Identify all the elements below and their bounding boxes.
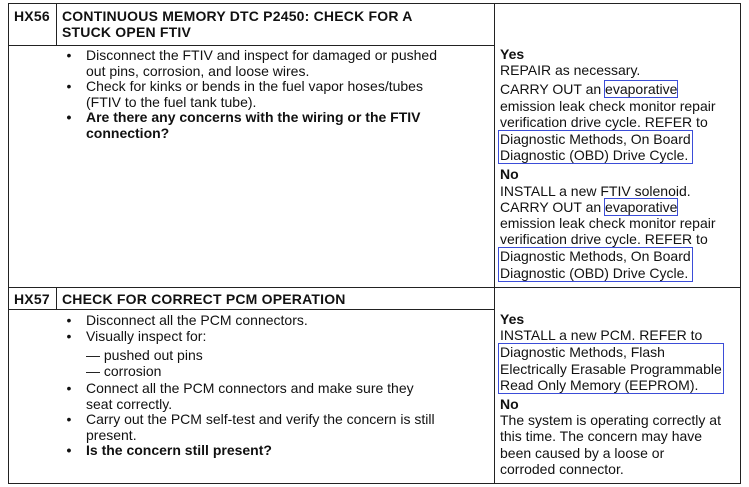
answer-text: verification drive cycle. REFER to bbox=[500, 113, 708, 130]
step-title: CHECK FOR CORRECT PCM OPERATION bbox=[62, 291, 346, 307]
action-text: Carry out the PCM self-test and verify the concern is still bbox=[86, 411, 435, 427]
inspection-item: — pushed out pins bbox=[86, 347, 203, 363]
column-divider bbox=[56, 287, 57, 309]
action-text: Disconnect the FTIV and inspect for damaged or pushed bbox=[86, 47, 437, 63]
obd-drive-cycle-link[interactable]: Diagnostic Methods, On Board Diagnostic (OBD) Drive Cycle. bbox=[500, 248, 691, 281]
answer-text: verification drive cycle. REFER to bbox=[500, 231, 708, 248]
bullet-icon: • bbox=[66, 312, 72, 328]
answer-yes-heading: Yes bbox=[500, 311, 525, 327]
action-text: Connect all the PCM connectors and make sure they bbox=[86, 380, 414, 396]
row-divider bbox=[8, 309, 495, 310]
step-title-line: STUCK OPEN FTIV bbox=[62, 24, 192, 40]
inspection-sublist bbox=[62, 348, 490, 379]
action-item bbox=[62, 48, 490, 79]
question-item bbox=[62, 110, 490, 141]
inspection-item: — corrosion bbox=[86, 362, 162, 379]
question-item bbox=[62, 443, 490, 459]
step-title bbox=[62, 8, 413, 40]
bullet-icon: • bbox=[66, 47, 72, 63]
bullet-icon: • bbox=[66, 411, 72, 427]
answer-yes-heading: Yes bbox=[500, 46, 525, 62]
question-text: Are there any concerns with the wiring or the FTIV bbox=[86, 109, 421, 125]
answer-text: this time. The concern may have bbox=[500, 428, 703, 445]
action-item bbox=[62, 412, 490, 443]
action-text: Check for kinks or bends in the fuel vapor hoses/tubes bbox=[86, 78, 423, 94]
column-divider bbox=[494, 3, 495, 484]
action-list bbox=[62, 313, 490, 459]
evaporative-link[interactable]: evaporative bbox=[605, 198, 678, 215]
step-title-line: CONTINUOUS MEMORY DTC P2450: CHECK FOR A bbox=[62, 8, 413, 24]
step-id: HX57 bbox=[14, 291, 50, 307]
answer-no-heading: No bbox=[500, 166, 519, 183]
answer-no-heading: No bbox=[500, 396, 519, 413]
bullet-icon: • bbox=[66, 327, 72, 344]
obd-drive-cycle-link[interactable]: Diagnostic Methods, On Board Diagnostic (OBD) Drive Cycle. bbox=[500, 131, 691, 164]
answer-text: The system is operating correctly at bbox=[500, 412, 721, 429]
eeprom-flash-link[interactable]: Diagnostic Methods, Flash Electrically Erasable Programmable Read Only Memory (EEPROM). bbox=[500, 344, 722, 393]
bullet-icon: • bbox=[66, 78, 72, 94]
answer-cell bbox=[500, 46, 738, 282]
row-divider bbox=[8, 287, 741, 288]
answer-text: CARRY OUT an evaporative bbox=[500, 81, 678, 98]
action-text: present. bbox=[86, 426, 137, 443]
action-item bbox=[62, 313, 490, 329]
action-item bbox=[62, 381, 490, 412]
bullet-icon: • bbox=[66, 380, 72, 396]
answer-text: INSTALL a new FTIV solenoid. bbox=[500, 182, 691, 199]
column-divider bbox=[56, 3, 57, 45]
action-text: Visually inspect for: bbox=[86, 327, 207, 344]
action-text: seat correctly. bbox=[86, 395, 173, 412]
answer-text: INSTALL a new PCM. REFER to bbox=[500, 327, 703, 344]
answer-text: corroded connector. bbox=[500, 460, 624, 477]
answer-text: REPAIR as necessary. bbox=[500, 62, 641, 79]
action-item bbox=[62, 329, 490, 345]
step-id: HX56 bbox=[14, 8, 50, 24]
bullet-icon: • bbox=[66, 442, 72, 458]
question-text: Is the concern still present? bbox=[86, 442, 272, 458]
bullet-icon: • bbox=[66, 109, 72, 125]
action-text: (FTIV to the fuel tank tube). bbox=[86, 93, 257, 110]
answer-text: been caused by a loose or bbox=[500, 444, 665, 461]
action-text: Disconnect all the PCM connectors. bbox=[86, 312, 308, 328]
action-text: out pins, corrosion, and loose wires. bbox=[86, 62, 310, 79]
answer-text: emission leak check monitor repair bbox=[500, 97, 716, 114]
action-item bbox=[62, 79, 490, 110]
evaporative-link[interactable]: evaporative bbox=[605, 81, 678, 98]
action-list bbox=[62, 48, 490, 141]
answer-text: CARRY OUT an evaporative bbox=[500, 198, 678, 215]
question-text: connection? bbox=[86, 124, 170, 141]
answer-cell bbox=[500, 311, 738, 477]
answer-text: emission leak check monitor repair bbox=[500, 215, 716, 232]
row-divider bbox=[8, 45, 495, 46]
